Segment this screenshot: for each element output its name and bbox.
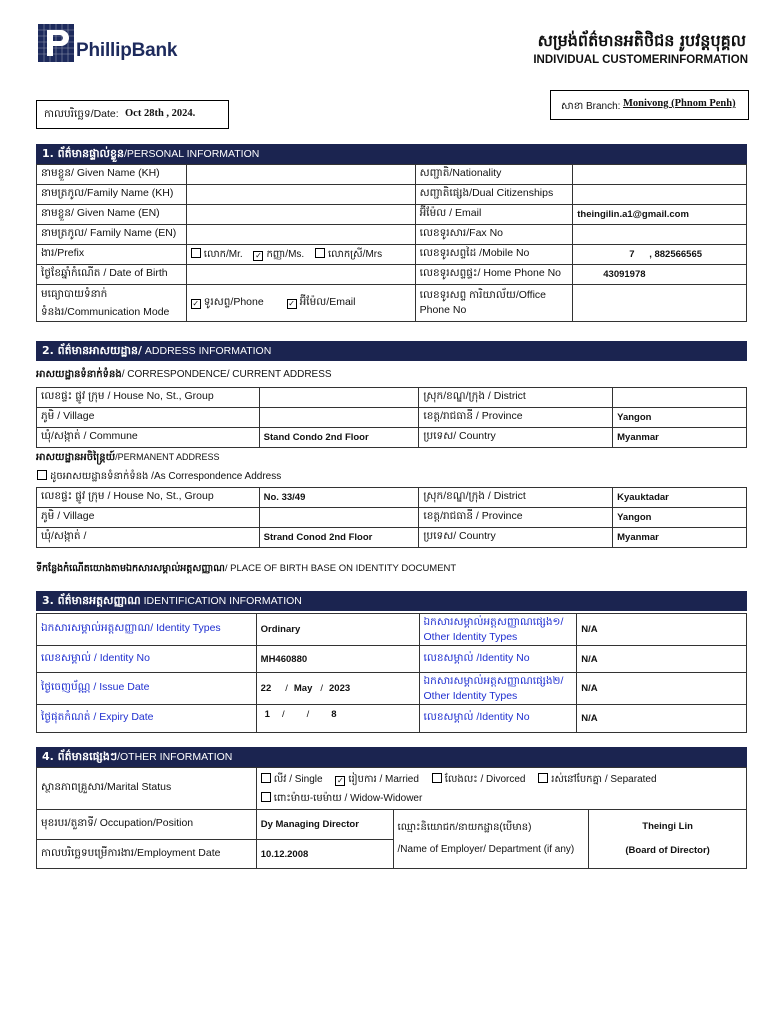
branch-value[interactable]: Monivong (Phnom Penh) (623, 98, 736, 109)
id-types-value[interactable]: Ordinary (256, 614, 419, 646)
id-types-label: ឯកសារសម្គាល់អត្តសញ្ញាណ/ Identity Types (37, 614, 257, 646)
expiry-date-label: ថ្ងៃផុតកំណត់ / Expiry Date (37, 705, 257, 733)
c-province-label: ខេត្ត/រាជធានី / Province (419, 408, 613, 428)
employer-value[interactable]: Theingi Lin (Board of Director) (589, 810, 747, 869)
single-checkbox[interactable] (261, 773, 271, 783)
other-id-no-2-label: លេខសម្គាល់ /Identity No (419, 705, 577, 733)
dob-field[interactable] (186, 265, 415, 285)
prefix-ms-checkbox[interactable]: ✓ (255, 251, 262, 260)
mobile-label: លេខទូរសព្ទដៃ /Mobile No (415, 245, 573, 265)
occupation-value[interactable]: Dy Managing Director (256, 810, 393, 840)
c-province-value[interactable]: Yangon (613, 408, 747, 428)
home-phone-label: លេខទូរសព្ទផ្ទះ/ Home Phone No (415, 265, 573, 285)
given-name-kh-field[interactable] (186, 165, 415, 185)
c-country-value[interactable]: Myanmar (613, 428, 747, 448)
date-label: កាលបរិច្ឆេទ/Date: (44, 108, 119, 120)
c-village-label: ភូមិ / Village (37, 408, 260, 428)
divorced-checkbox[interactable] (432, 773, 442, 783)
widow-checkbox[interactable] (261, 792, 271, 802)
office-phone-field[interactable] (573, 285, 747, 322)
section-identification-header: 3. ព័ត៌មានអត្តសញ្ញាណ IDENTIFICATION INFORMATION (36, 591, 747, 611)
fax-field[interactable] (573, 225, 747, 245)
id-no-label: លេខសម្គាល់ / Identity No (37, 646, 257, 673)
c-district-field[interactable] (613, 388, 747, 408)
c-country-label: ប្រទេស/ Country (419, 428, 613, 448)
given-name-en-field[interactable] (186, 205, 415, 225)
family-name-kh-field[interactable] (186, 185, 415, 205)
c-commune-label: ឃុំ/សង្កាត់ / Commune (37, 428, 260, 448)
p-village-label: ភូមិ / Village (37, 508, 260, 528)
family-name-en-field[interactable] (186, 225, 415, 245)
place-of-birth-heading: ទីកន្លែងកំណើតយោងតាមឯកសារសម្គាល់អត្តសញ្ញាណ/ PLACE OF BIRTH BASE ON IDENTITY DOCUMENT (36, 563, 457, 574)
p-village-field[interactable] (259, 508, 419, 528)
issue-date-value[interactable]: 22 / May / 2023 (256, 673, 419, 705)
comm-mode-label: មធ្យោបាយទំនាក់ ទំនងរ/Communication Mode (37, 285, 187, 322)
employment-date-label: កាលបរិច្ឆេទបម្រើការងារ/Employment Date (37, 840, 257, 869)
dual-citizen-label: សញ្ជាតិផ្សេង/Dual Citizenships (415, 185, 573, 205)
given-name-en-label: នាមខ្លួន/ Given Name (EN) (37, 205, 187, 225)
c-district-label: ស្រុក/ខណ្ឌ/ក្រុង / District (419, 388, 613, 408)
p-house-label: លេខផ្ទះ ផ្លូវ ក្រុម / House No, St., Group (37, 488, 260, 508)
date-box (36, 100, 229, 129)
prefix-mrs-checkbox[interactable] (315, 248, 325, 258)
bank-name: PhillipBank (76, 40, 178, 61)
other-id-types-1-label: ឯកសារសម្គាល់អត្តសញ្ញាណផ្សេង១/ Other Identity Types (419, 614, 577, 646)
other-id-no-2-value[interactable]: N/A (577, 705, 747, 733)
home-phone-value[interactable]: 43091978 (573, 265, 747, 285)
fax-label: លេខទូរសារ/Fax No (415, 225, 573, 245)
comm-email-checkbox[interactable]: ✓ (288, 298, 295, 308)
other-id-types-1-value[interactable]: N/A (577, 614, 747, 646)
expiry-date-value[interactable]: 1 / / 8 (256, 705, 419, 733)
prefix-mr-checkbox[interactable] (191, 248, 201, 258)
c-commune-value[interactable]: Stand Condo 2nd Floor (259, 428, 419, 448)
identification-table (36, 613, 747, 733)
email-value[interactable]: theingilin.a1@gmail.com (573, 205, 747, 225)
id-no-value[interactable]: MH460880 (256, 646, 419, 673)
p-country-value[interactable]: Myanmar (613, 528, 747, 548)
dual-citizen-field[interactable] (573, 185, 747, 205)
p-province-value[interactable]: Yangon (613, 508, 747, 528)
c-village-field[interactable] (259, 408, 419, 428)
nationality-label: សញ្ជាតិ/Nationality (415, 165, 573, 185)
prefix-label: ងារ/Prefix (37, 245, 187, 265)
email-label: អ៊ីម៉ែល / Email (415, 205, 573, 225)
family-name-kh-label: នាមត្រកូល/Family Name (KH) (37, 185, 187, 205)
family-name-en-label: នាមត្រកូល/ Family Name (EN) (37, 225, 187, 245)
mobile-value[interactable]: 7 , 882566565 (573, 245, 747, 265)
form-title-en: INDIVIDUAL CUSTOMERINFORMATION (533, 54, 748, 66)
branch-box (550, 90, 749, 120)
c-house-label: លេខផ្ទះ ផ្លូវ ក្រុម / House No, St., Group (37, 388, 260, 408)
permanent-address-heading: អាសយដ្ឋានអចិន្ត្រៃយ៍/PERMANENT ADDRESS (36, 452, 220, 463)
given-name-kh-label: នាមខ្លួន/ Given Name (KH) (37, 165, 187, 185)
correspondence-address-heading: អាសយដ្ឋានទំនាក់ទំនង/ CORRESPONDENCE/ CURRENT ADDRESS (36, 369, 332, 380)
p-district-value[interactable]: Kyauktadar (613, 488, 747, 508)
branch-label: សាខា Branch: (561, 101, 621, 112)
comm-mode-options: ✓ ទូរសព្ទ/Phone ✓ អ៊ីម៉ែល/Email (186, 285, 415, 322)
personal-info-table (36, 164, 747, 322)
section-personal-header: 1. ព័ត៌មានផ្ទាល់ខ្លួន/PERSONAL INFORMATION (36, 144, 747, 164)
same-as-correspondence: ដូចអាសយដ្ឋានទំនាក់ទំនង /As Correspondence Address (37, 469, 281, 484)
other-info-table (36, 767, 747, 869)
permanent-address-table (36, 487, 747, 548)
comm-phone-checkbox[interactable]: ✓ (192, 298, 200, 308)
prefix-options: លោក/Mr. ✓ កញ្ញា/Ms. លោកស្រី/Mrs (186, 245, 415, 265)
issue-date-label: ថ្ងៃចេញប័ណ្ណ / Issue Date (37, 673, 257, 705)
p-commune-label: ឃុំ/សង្កាត់ / (37, 528, 260, 548)
section-address-header: 2. ព័ត៌មានអាសយដ្ឋាន/ ADDRESS INFORMATION (36, 341, 747, 361)
other-id-types-2-value[interactable]: N/A (577, 673, 747, 705)
c-house-field[interactable] (259, 388, 419, 408)
other-id-no-1-label: លេខសម្គាល់ /Identity No (419, 646, 577, 673)
marital-status-options: លីវ / Single ✓ រៀបការ / Married លែងលះ / Divorced រស់នៅបែកគ្នា / Separated ពោះម៉ាយ-មេម៉ាយ / Widow-Widower (256, 768, 746, 810)
bank-logo-icon (38, 24, 74, 62)
marital-status-label: ស្ថានភាពគ្រួសារ/Marital Status (37, 768, 257, 810)
nationality-field[interactable] (573, 165, 747, 185)
employment-date-value[interactable]: 10.12.2008 (256, 840, 393, 869)
p-district-label: ស្រុក/ខណ្ឌ/ក្រុង / District (419, 488, 613, 508)
p-province-label: ខេត្ត/រាជធានី / Province (419, 508, 613, 528)
p-commune-value[interactable]: Strand Conod 2nd Floor (259, 528, 419, 548)
dob-label: ថ្ងៃខែឆ្នាំកំណើត / Date of Birth (37, 265, 187, 285)
separated-checkbox[interactable] (538, 773, 548, 783)
office-phone-label: លេខទូរសព្ទ ការិយាល័យ/Office Phone No (415, 285, 573, 322)
married-checkbox[interactable]: ✓ (336, 775, 344, 785)
other-id-types-2-label: ឯកសារសម្គាល់អត្តសញ្ញាណផ្សេង២/ Other Identity Types (419, 673, 577, 705)
employer-label: ឈ្មោះនិយោជក/នាយកដ្ឋាន(បើមាន) /Name of Employer/ Department (if any) (393, 810, 589, 869)
correspondence-address-table (36, 387, 747, 448)
p-house-value[interactable]: No. 33/49 (259, 488, 419, 508)
date-value[interactable]: Oct 28th , 2024. (125, 108, 196, 119)
p-country-label: ប្រទេស/ Country (419, 528, 613, 548)
other-id-no-1-value[interactable]: N/A (577, 646, 747, 673)
same-as-correspondence-checkbox[interactable] (37, 470, 47, 480)
section-other-header: 4. ព័ត៌មានផ្សេងៗ/OTHER INFORMATION (36, 747, 747, 767)
form-title-kh: សម្រង់ព័ត៌មានអតិថិជន រូបវន្តបុគ្គល (537, 31, 746, 50)
occupation-label: មុខរបរ/តួនាទី/ Occupation/Position (37, 810, 257, 840)
